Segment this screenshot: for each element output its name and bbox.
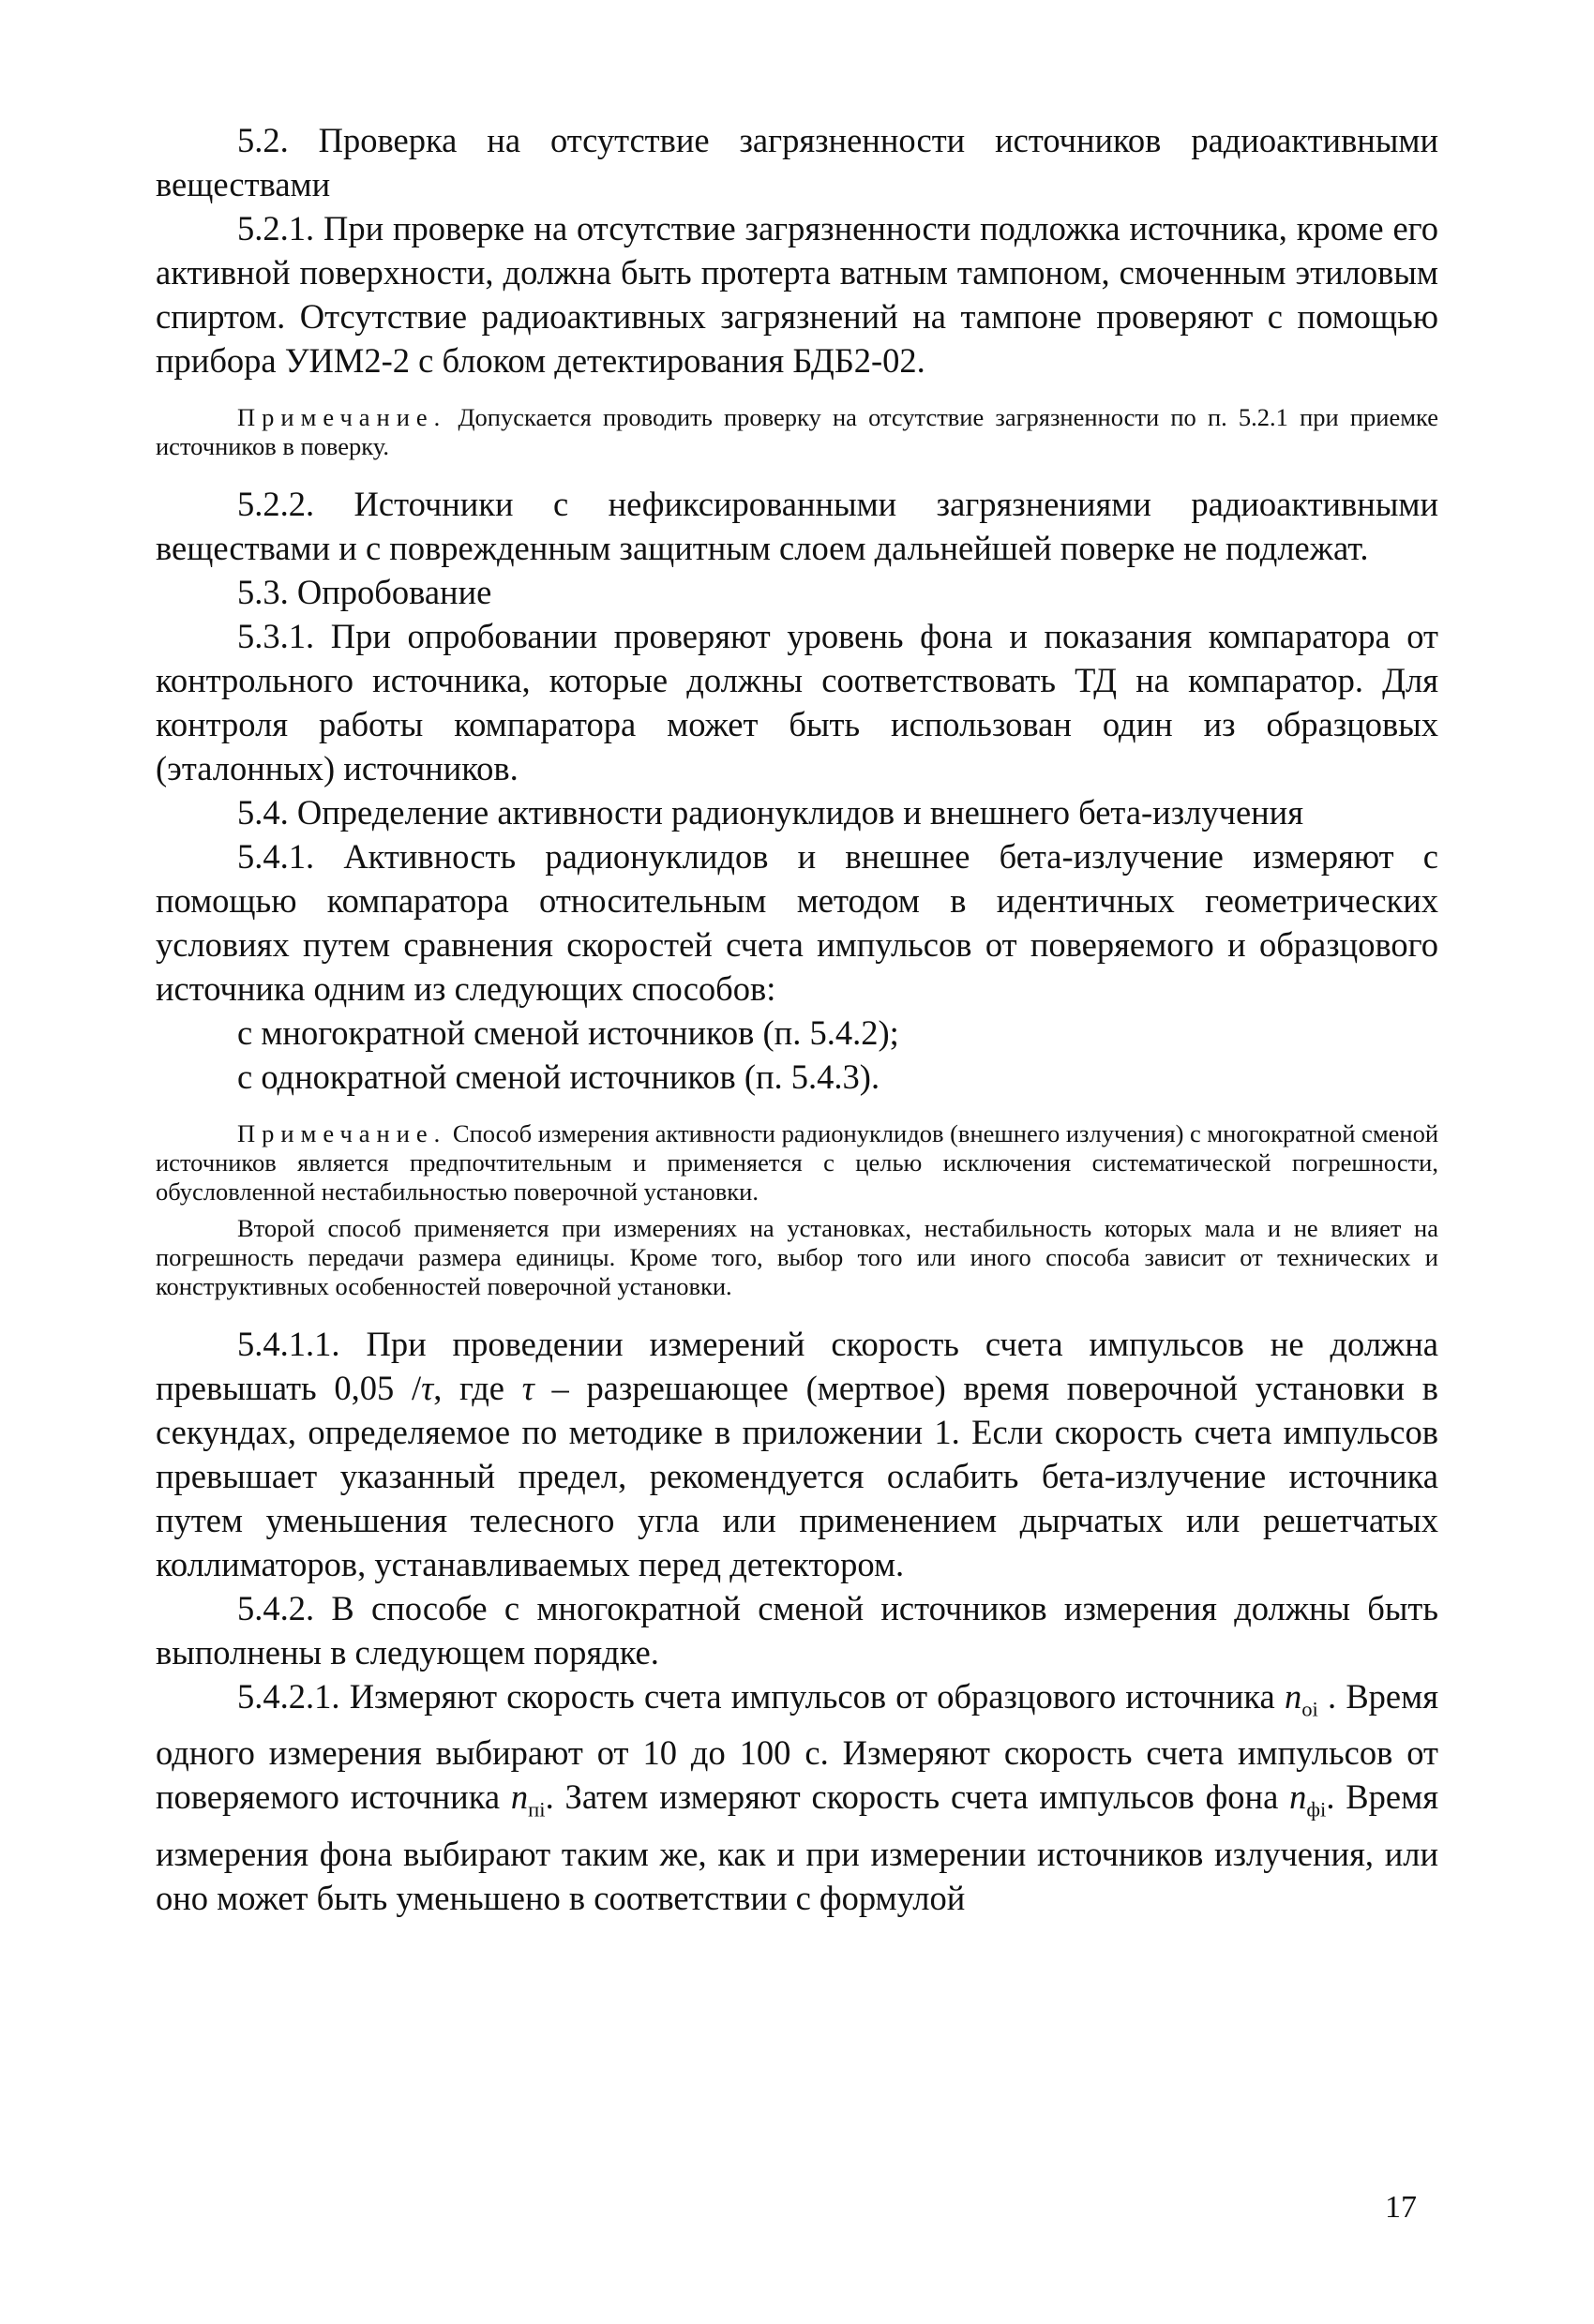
paragraph-5-4-1: 5.4.1. Активность радионуклидов и внешнее бета-излучение измеряют с помощью компаратора относительным методом в идентичных геометрических условиях путем сравнения скоростей счета импульсов от поверяемого и образцового источника одним из следующих способов: (156, 837, 1438, 1008)
subscript: оi (1301, 1697, 1318, 1721)
variable-n: n (510, 1777, 529, 1817)
section-heading-5-2: 5.2. Проверка на отсутствие загрязненности источников радиоактивными веществами (156, 121, 1438, 203)
section-heading-5-3: 5.3. Опробование (237, 573, 492, 611)
variable-n: n (1289, 1777, 1307, 1817)
paragraph-5-2-1: 5.2.1. При проверке на отсутствие загрязненности подложка источника, кроме его активной поверхности, должна быть протерта ватным тампоном, смоченным этиловым спиртом. Отсутствие радиоактивных загрязнений на тампоне проверяют с помощью прибора УИМ2-2 с блоком детектирования БДБ2-02. (156, 209, 1438, 380)
paragraph-5-4-2-1 (156, 1674, 1438, 1920)
note-text: Допускается проводить проверку на отсутствие загрязненности по п. 5.2.1 при приемке источников в поверку. (156, 403, 1438, 460)
variable-n: n (1284, 1677, 1302, 1716)
paragraph-5-3-1: 5.3.1. При опробовании проверяют уровень фона и показания компаратора от контрольного источника, которые должны соответствовать ТД на компаратор. Для контроля работы компаратора может быть использован один из образцовых (эталонных) источников. (156, 617, 1438, 787)
note-text: Способ измерения активности радионуклидов (внешнего излучения) с многократной сменой источников является предпочтительным и применяется с целью исключения систематической погрешности, обусловленной нестабильностью поверочной установки. (156, 1119, 1439, 1206)
tau-symbol: τ (421, 1369, 434, 1407)
text-run: . Время измерения фона выбирают таким же, как и при измерении источников излучения, или оно может быть уменьшено в соответствии с формулой (156, 1777, 1438, 1917)
subscript: фi (1306, 1797, 1327, 1822)
method-item-1: с многократной сменой источников (п. 5.4.2); (237, 1013, 899, 1052)
note-label: Примечание. (237, 1119, 447, 1147)
text-run: , где (433, 1369, 522, 1407)
note-3: Второй способ применяется при измерениях на установках, нестабильность которых мала и не влияет на погрешность передачи размера единицы. Кроме того, выбор того или иного способа зависит от технических и конструктивных особенностей поверочной установки. (156, 1214, 1438, 1300)
text-run: – разрешающее (мертвое) время поверочной установки в секундах, определяемое по методике в приложении 1. Если скорость счета импульсов превышает указанный предел, рекомендуется ослабить бета-излучение источника путем уменьшения телесного угла или применением дырчатых или решетчатых коллиматоров, устанавливаемых перед детектором. (156, 1369, 1438, 1583)
page-number: 17 (1385, 2190, 1417, 2225)
subscript: пi (528, 1797, 546, 1822)
note-label: Примечание. (237, 403, 447, 431)
section-heading-5-4: 5.4. Определение активности радионуклидов и внешнего бета-излучения (237, 793, 1304, 832)
page-body (156, 118, 1438, 1920)
paragraph-5-4-1-1 (156, 1322, 1438, 1586)
paragraph-5-4-2: 5.4.2. В способе с многократной сменой источников измерения должны быть выполнены в следующем порядке. (156, 1589, 1438, 1672)
note-1 (156, 403, 1438, 461)
note-2 (156, 1119, 1438, 1207)
text-run: 5.4.1.1. При проведении измерений скорость счета импульсов не должна превышать 0,05 / (156, 1325, 1438, 1407)
text-run: 5.4.2.1. Измеряют скорость счета импульсов от образцового источника (237, 1677, 1285, 1716)
method-item-2: с однократной сменой источников (п. 5.4.3). (237, 1057, 880, 1096)
text-run: . Затем измеряют скорость счета импульсов фона (545, 1777, 1290, 1817)
tau-symbol: τ (521, 1369, 534, 1407)
text-run: . Время одного измерения выбирают от 10 до 100 с. Измеряют скорость счета импульсов от поверяемого источника (156, 1677, 1439, 1817)
paragraph-5-2-2: 5.2.2. Источники с нефиксированными загрязнениями радиоактивными веществами и с поврежденным защитным слоем дальнейшей поверке не подлежат. (156, 485, 1438, 567)
